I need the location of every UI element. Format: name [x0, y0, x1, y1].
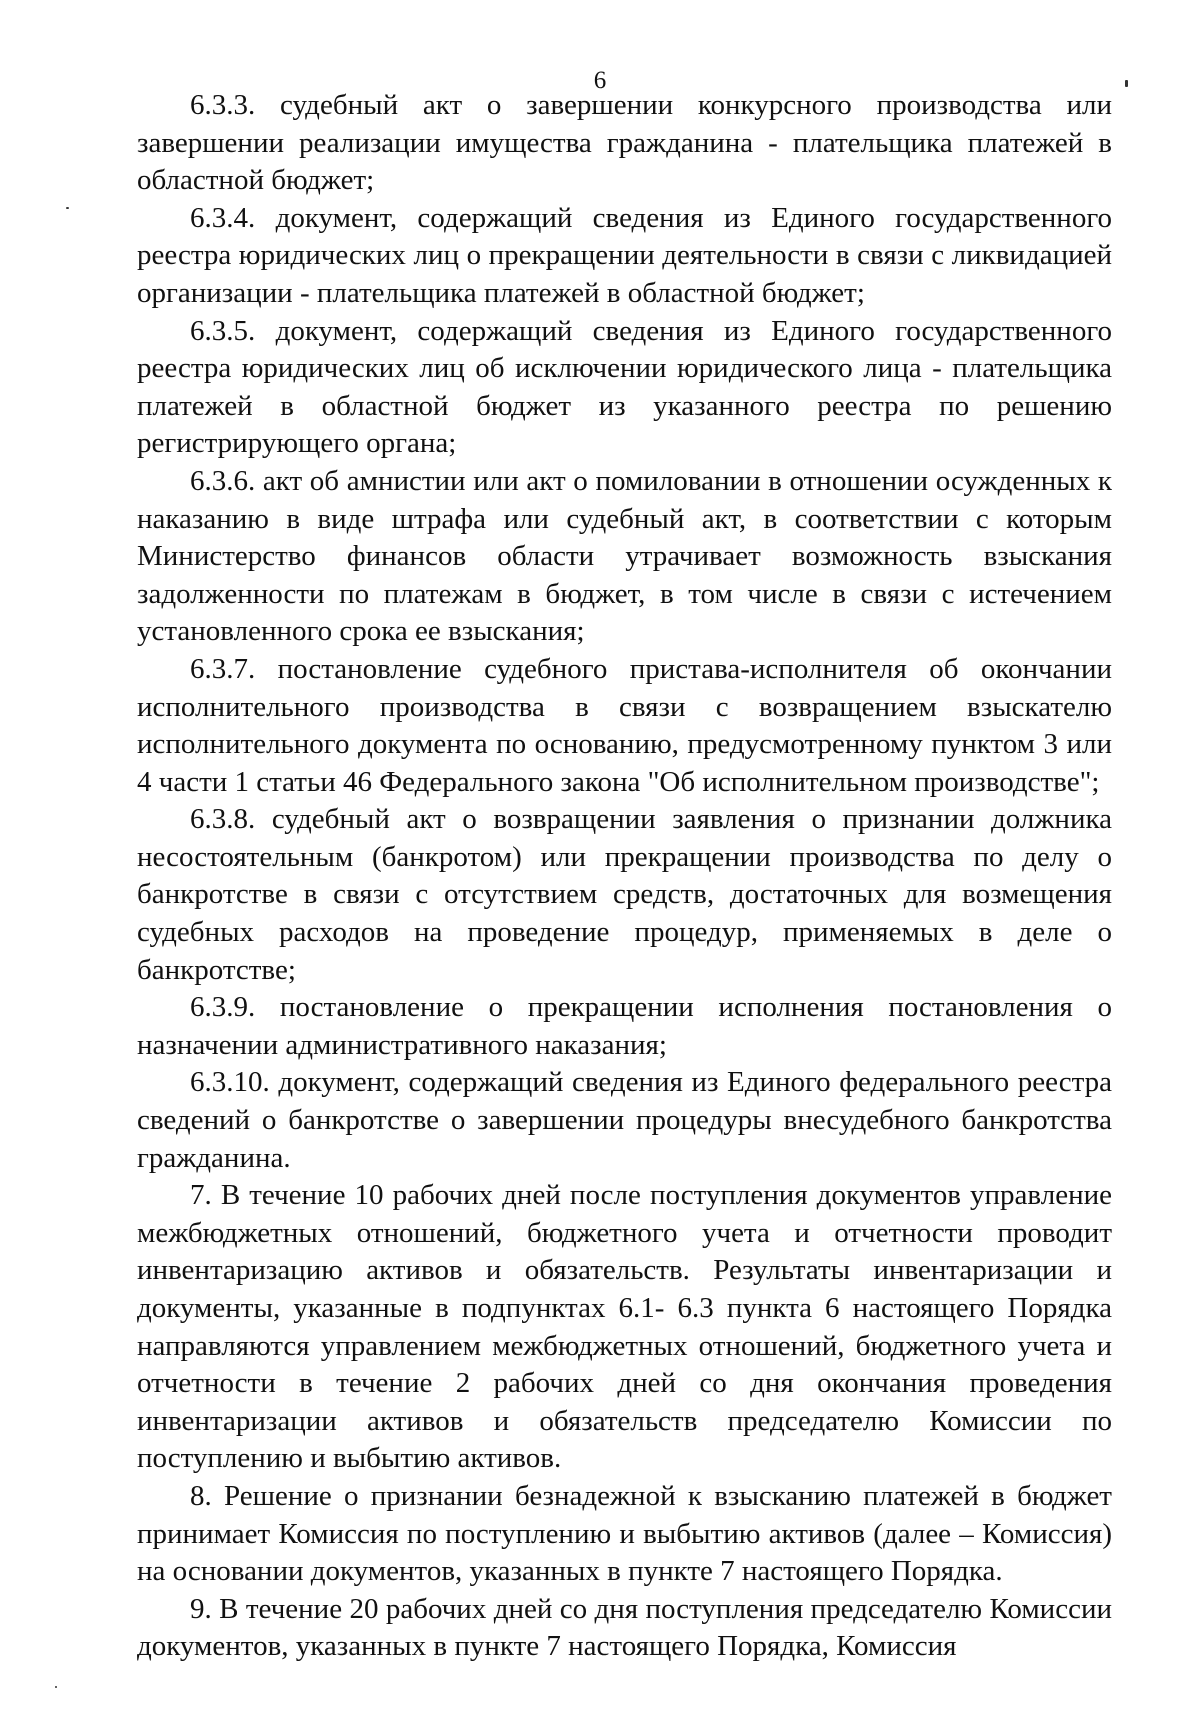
paragraph-6-3-8: 6.3.8. судебный акт о возвращении заявления о признании должника несостоятельным (банкротом) или прекращении производства по делу о банкротстве в связи с отсутствием средств, достаточных для возмещения судебных расходов на проведение процедур, применяемых в деле о банкротстве; [137, 803, 1112, 986]
scan-speck [55, 1686, 57, 1688]
paragraph-6-3-5: 6.3.5. документ, содержащий сведения из Единого государственного реестра юридических лиц об исключении юридического лица - плательщика платежей в областной бюджет из указанного реестра по решению регистрирующего органа; [137, 314, 1112, 460]
paragraph-6-3-10: 6.3.10. документ, содержащий сведения из Единого федерального реестра сведений о банкротстве о завершении процедуры внесудебного банкротства гражданина. [137, 1066, 1112, 1174]
scan-speck [1125, 80, 1128, 87]
paragraph-6-3-9: 6.3.9. постановление о прекращении исполнения постановления о назначении административного наказания; [137, 991, 1112, 1061]
paragraph-9: 9. В течение 20 рабочих дней со дня поступления председателю Комиссии документов, указанных в пункте 7 настоящего Порядка, Комиссия [137, 1592, 1112, 1663]
paragraph-6-3-6: 6.3.6. акт об амнистии или акт о помиловании в отношении осужденных к наказанию в виде штрафа или судебный акт, в соответствии с которым Министерство финансов области утрачивает возможность взыскания задолженности по платежам в бюджет, в том числе в связи с истечением установленного срока ее взыскания; [137, 464, 1112, 648]
paragraph-6-3-3: 6.3.3. судебный акт о завершении конкурсного производства или завершении реализации имущества гражданина - плательщика платежей в областной бюджет; [137, 89, 1112, 197]
scan-speck [66, 207, 69, 209]
paragraph-6-3-4: 6.3.4. документ, содержащий сведения из Единого государственного реестра юридических лиц о прекращении деятельности в связи с ликвидацией организации - плательщика платежей в областной бюджет; [137, 201, 1112, 309]
paragraph-7: 7. В течение 10 рабочих дней после поступления документов управление межбюджетных отношений, бюджетного учета и отчетности проводит инвентаризацию активов и обязательств. Результаты инвентаризации и документы, указанные в подпунктах 6.1- 6.3 пункта 6 настоящего Порядка направляются управлением межбюджетных отношений, бюджетного учета и отчетности в течение 2 рабочих дней со дня окончания проведения инвентаризации активов и обязательств председателю Комиссии по поступлению и выбытию активов. [137, 1179, 1112, 1475]
page-number: 6 [593, 67, 607, 94]
paragraph-8: 8. Решение о признании безнадежной к взысканию платежей в бюджет принимает Комиссия по поступлению и выбытию активов (далее – Комиссия) на основании документов, указанных в пункте 7 настоящего Порядка. [137, 1479, 1112, 1588]
paragraph-6-3-7: 6.3.7. постановление судебного пристава-исполнителя об окончании исполнительного производства в связи с возвращением взыскателю исполнительного документа по основанию, предусмотренному пунктом 3 или 4 части 1 статьи 46 Федерального закона "Об исполнительном производстве"; [137, 652, 1112, 798]
document-body [137, 87, 1112, 1666]
